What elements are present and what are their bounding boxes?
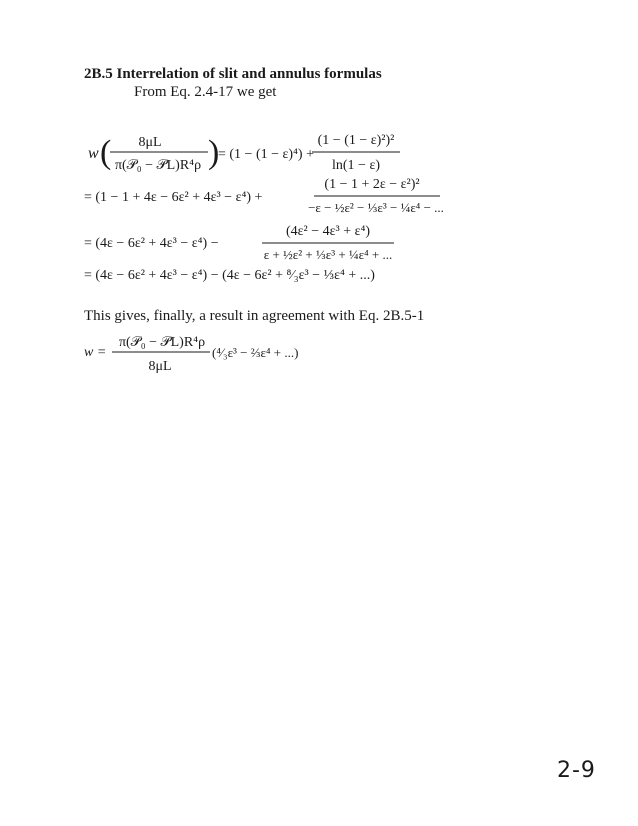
eq1-lhs-denominator: π(𝒫₀ − 𝒫L)R⁴ρ	[114, 158, 202, 173]
section-heading: 2B.5 Interrelation of slit and annulus formulas	[84, 66, 382, 82]
final-numerator: π(𝒫₀ − 𝒫L)R⁴ρ	[118, 335, 206, 350]
eq1-lhs-var: w	[88, 145, 99, 162]
eq3-frac-denominator: ε + ½ε² + ⅓ε³ + ¼ε⁴ + ...	[263, 247, 393, 262]
final-tail: (⁴⁄₃ε³ − ⅔ε⁴ + ...)	[212, 345, 299, 360]
final-denominator: 8μL	[148, 359, 172, 374]
eq4: = (4ε − 6ε² + 4ε³ − ε⁴) − (4ε − 6ε² + ⁸⁄₃ε³ − ⅓ε⁴ + ...)	[84, 268, 375, 283]
eq3-term: = (4ε − 6ε² + 4ε³ − ε⁴) −	[84, 236, 219, 251]
eq2-frac-denominator: −ε − ½ε² − ⅓ε³ − ¼ε⁴ − ...	[308, 200, 444, 215]
eq2-frac-numerator: (1 − 1 + 2ε − ε²)²	[324, 177, 420, 192]
eq1-lhs-numerator: 8μL	[138, 135, 162, 150]
eq1-lhs-right-paren: )	[208, 134, 220, 171]
final-lhs: w =	[84, 345, 107, 360]
eq1-rhs-term: = (1 − (1 − ε)⁴) +	[218, 147, 314, 162]
eq1-frac-numerator: (1 − (1 − ε)²)²	[317, 133, 395, 148]
eq1-frac-denominator: ln(1 − ε)	[332, 158, 380, 173]
eq3-frac-numerator: (4ε² − 4ε³ + ε⁴)	[285, 224, 371, 239]
conclusion-text: This gives, finally, a result in agreement with Eq. 2B.5-1	[84, 308, 425, 324]
eq1-lhs-left-paren: (	[100, 134, 112, 171]
eq2-term: = (1 − 1 + 4ε − 6ε² + 4ε³ − ε⁴) +	[84, 190, 263, 205]
section-intro: From Eq. 2.4-17 we get	[134, 84, 277, 100]
page-number: 2-9	[557, 758, 596, 783]
